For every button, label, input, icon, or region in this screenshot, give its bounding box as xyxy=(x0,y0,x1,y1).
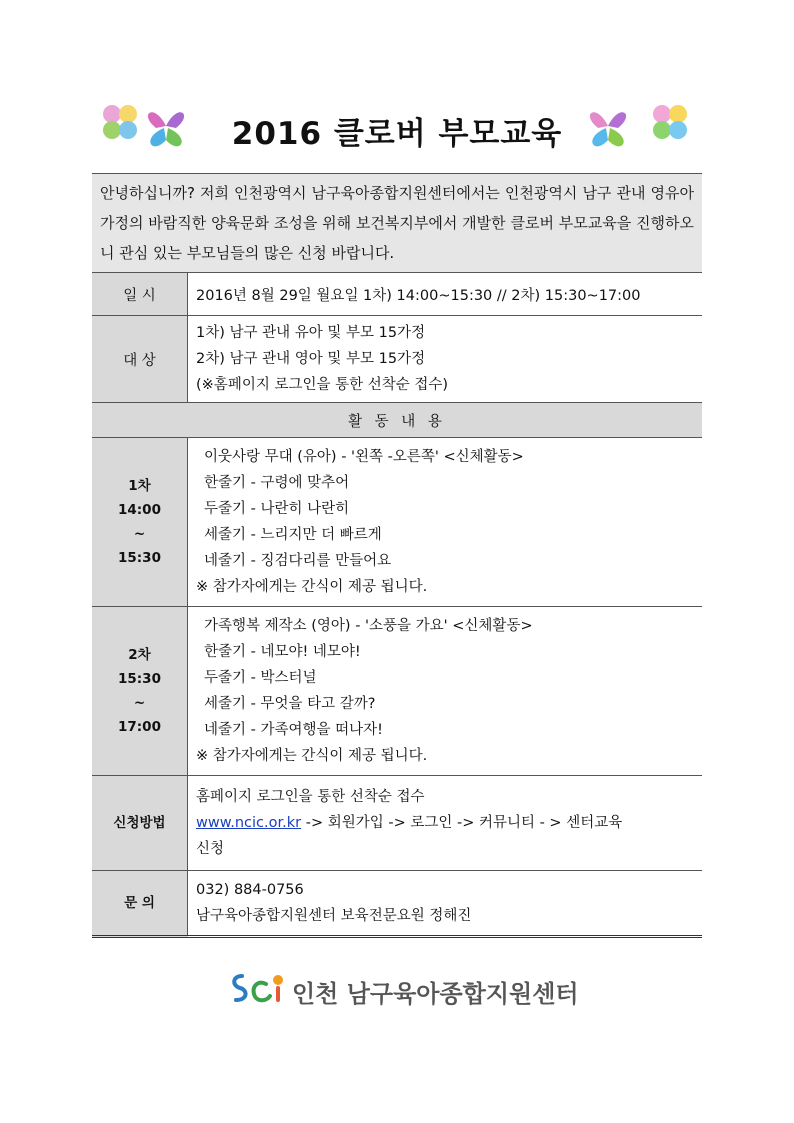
target-cell xyxy=(188,316,703,403)
snack-note: ※ 참가자에게는 간식이 제공 됩니다. xyxy=(196,748,428,764)
contact-phone: 032) 884-0756 xyxy=(196,882,304,898)
schedule-value: 2016년 8월 29일 월요일 1차) 14:00~15:30 // 2차) 15:30~17:00 xyxy=(188,273,703,316)
program-table xyxy=(92,173,702,938)
session2-label: 2차 15:30 ~ 17:00 xyxy=(92,607,188,776)
contact-cell xyxy=(188,871,703,937)
session1-cell xyxy=(188,438,703,607)
target-line: (※홈페이지 로그인을 통한 선착순 접수) xyxy=(196,377,449,393)
activity-step: 세줄기 - 느리지만 더 빠르게 xyxy=(204,527,382,543)
activity-step: 한줄기 - 구령에 맞추어 xyxy=(204,475,350,491)
apply-path: -> 회원가입 -> 로그인 -> 커뮤니티 - > 센터교육 xyxy=(301,815,623,831)
activity-title: 이웃사랑 무대 (유아) - '왼쪽 -오른쪽' <신체활동> xyxy=(204,449,524,465)
apply-line: 홈페이지 로그인을 통한 선착순 접수 xyxy=(196,789,425,805)
contact-label: 문 의 xyxy=(92,871,188,937)
activity-step: 두줄기 - 박스터널 xyxy=(204,670,317,686)
activity-step: 두줄기 - 나란히 나란히 xyxy=(204,501,350,517)
apply-cell xyxy=(188,776,703,871)
footer xyxy=(228,968,588,1008)
apply-label: 신청방법 xyxy=(92,776,188,871)
activity-step: 한줄기 - 네모야! 네모야! xyxy=(204,644,361,660)
session2-cell xyxy=(188,607,703,776)
target-line: 2차) 남구 관내 영아 및 부모 15가정 xyxy=(196,351,426,367)
activity-header: 활 동 내 용 xyxy=(92,403,702,438)
target-label: 대 상 xyxy=(92,316,188,403)
activity-step: 세줄기 - 무엇을 타고 갈까? xyxy=(204,696,376,712)
apply-line: 신청 xyxy=(196,841,225,857)
session1-label: 1차 14:00 ~ 15:30 xyxy=(92,438,188,607)
activity-step: 네줄기 - 가족여행을 떠나자! xyxy=(204,722,383,738)
schedule-label: 일 시 xyxy=(92,273,188,316)
activity-title: 가족행복 제작소 (영아) - '소풍을 가요' <신체활동> xyxy=(204,618,533,634)
page-title: 2016 클로버 부모교육 xyxy=(231,116,563,152)
title-banner xyxy=(92,94,702,160)
target-line: 1차) 남구 관내 유아 및 부모 15가정 xyxy=(196,325,426,341)
clover-decoration-icon xyxy=(578,98,638,158)
contact-person: 남구육아종합지원센터 보육전문요원 정해진 xyxy=(196,908,472,924)
activity-step: 네줄기 - 징검다리를 만들어요 xyxy=(204,553,392,569)
snack-note: ※ 참가자에게는 간식이 제공 됩니다. xyxy=(196,579,428,595)
website-link[interactable]: www.ncic.or.kr xyxy=(196,815,302,831)
footer-org-name: 인천 남구육아종합지원센터 xyxy=(292,980,579,1008)
intro-text: 안녕하십니까? 저희 인천광역시 남구육아종합지원센터에서는 인천광역시 남구 관내 영유아 가정의 바람직한 양육문화 조성을 위해 보건복지부에서 개발한 클로버 부모교육을 진행하오니 관심 있는 부모님들의 많은 신청 바랍니다. xyxy=(92,174,702,273)
sci-logo-icon xyxy=(228,970,288,1006)
clover-decoration-icon xyxy=(648,100,692,144)
